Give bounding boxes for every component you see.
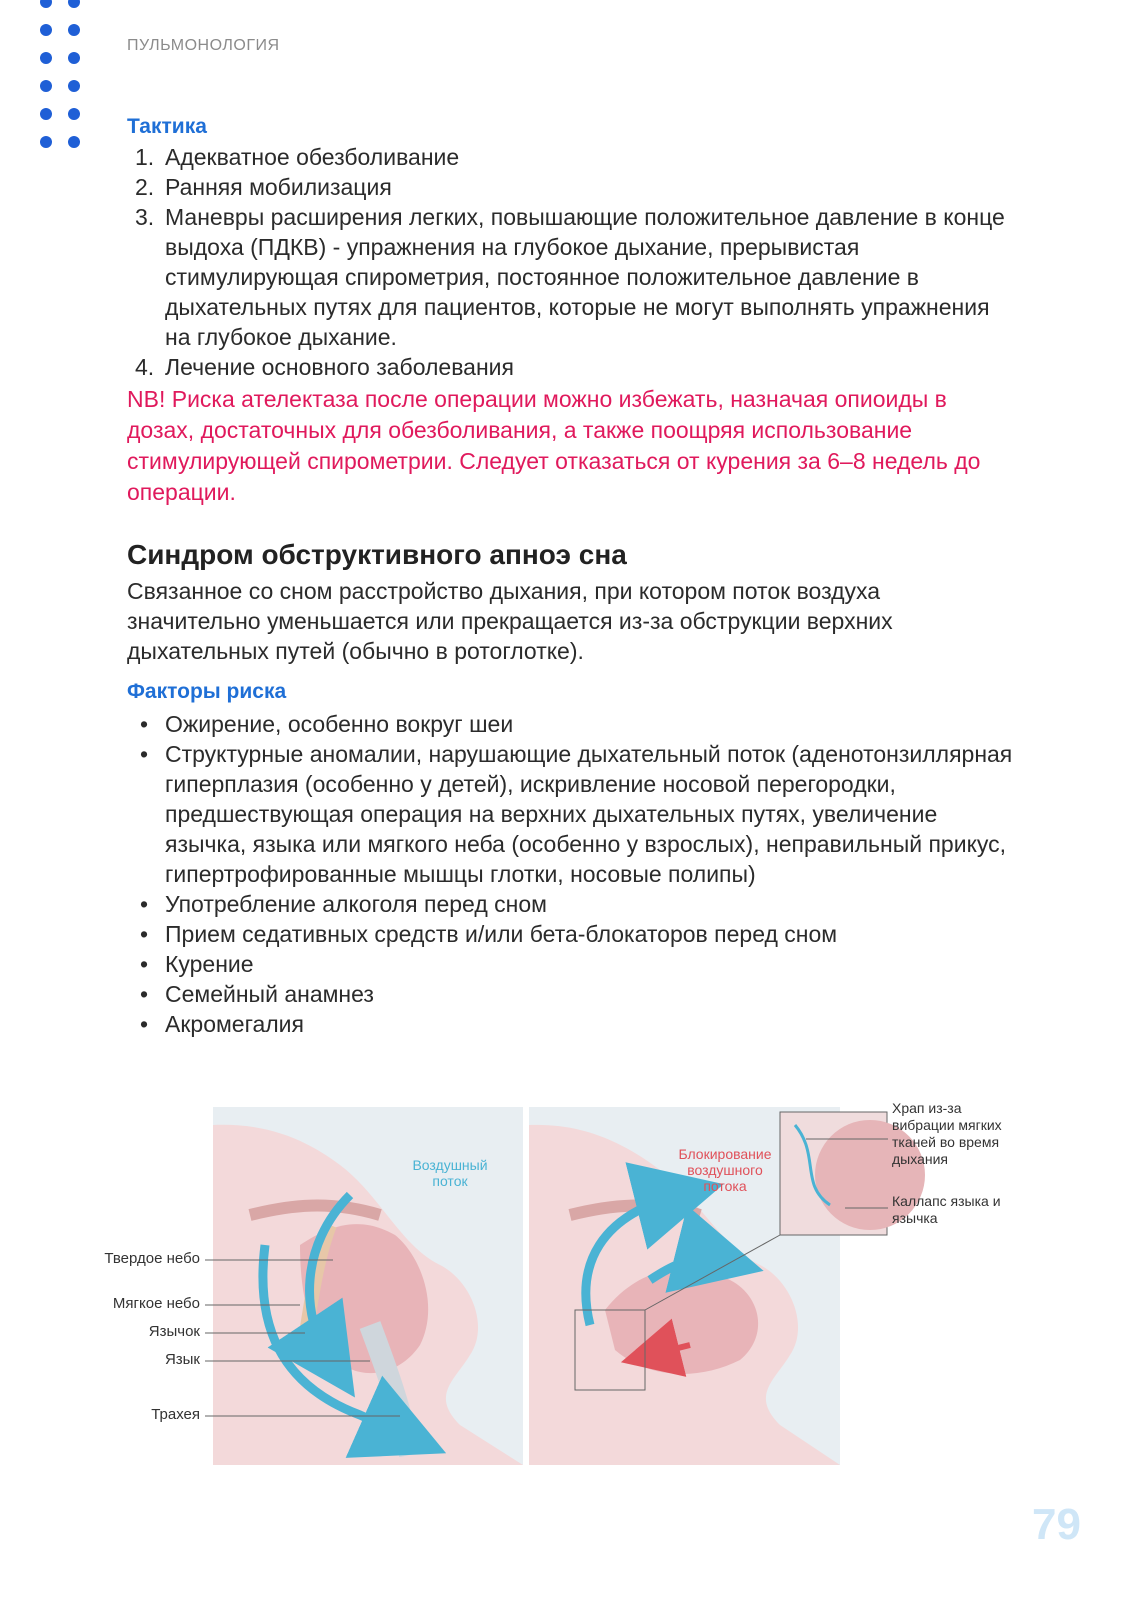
list-item: • Курение <box>140 951 254 977</box>
tactics-heading: Тактика <box>127 115 207 138</box>
decorative-dots <box>40 0 90 150</box>
list-item: 2. Ранняя мобилизация <box>135 174 392 200</box>
osa-definition: Связанное со сном расстройство дыхания, при котором поток воздуха значительно уменьшается или прекращается из-за обструкции верхних дыхательных путей (обычно в ротоглотке). <box>127 578 893 664</box>
osa-title: Синдром обструктивного апноэ сна <box>127 539 627 570</box>
label-airflow: Воздушный поток <box>412 1157 488 1189</box>
list-item: • Структурные аномалии, нарушающие дыхательный поток (аденотонзиллярная гиперплазия (особенно у детей), искривление носовой перегородки, предшествующая операция на верхних дыхательных путях, увеличение язычка, языка или мягкого неба (особенно у взрослых), неправильный прикус, гипертрофированные мышцы глотки, носовые полипы) <box>140 741 1013 887</box>
risk-factors-list <box>127 709 1017 1039</box>
label-trachea: Трахея <box>151 1406 200 1423</box>
label-uvula: Язычок <box>148 1323 200 1340</box>
list-item: 4. Лечение основного заболевания <box>135 354 514 380</box>
list-item: • Акромегалия <box>140 1011 304 1037</box>
risk-heading: Факторы риска <box>127 680 287 703</box>
label-snoring: Храп из-за вибрации мягких тканей во время дыхания <box>892 1100 1002 1167</box>
list-item: • Прием седативных средств и/или бета-блокаторов перед сном <box>140 921 838 947</box>
list-item: • Употребление алкоголя перед сном <box>140 891 547 917</box>
label-tongue: Язык <box>164 1351 200 1368</box>
label-hard-palate: Твердое небо <box>104 1250 200 1267</box>
list-item: • Семейный анамнез <box>140 981 374 1007</box>
nb-note: NB! Риска ателектаза после операции можно избежать, назначая опиоиды в дозах, достаточных для обезболивания, а также поощряя использование стимулирующей спирометрии. Следует отказаться от курения за 6–8 недель до операции. <box>127 386 981 505</box>
label-airflow-block: Блокирование воздушного потока <box>678 1146 772 1194</box>
list-item: 3. Маневры расширения легких, повышающие положительное давление в конце выдоха (ПДКВ) - упражнения на глубокое дыхание, прерывистая стимулирующая спирометрия, постоянное положительное давление в дыхательных путях для пациентов, которые не могут выполнять упражнения на глубокое дыхание. <box>135 204 1005 350</box>
section-title: ПУЛЬМОНОЛОГИЯ <box>127 37 280 54</box>
page-number: 79 <box>1032 1500 1081 1549</box>
list-item: 1. Адекватное обезболивание <box>135 144 460 170</box>
tactics-list <box>127 142 1017 382</box>
list-item: • Ожирение, особенно вокруг шеи <box>140 711 514 737</box>
airway-illustration <box>0 1095 1131 1475</box>
label-collapse: Каллапс языка и язычка <box>892 1193 1001 1226</box>
label-soft-palate: Мягкое небо <box>112 1295 200 1312</box>
